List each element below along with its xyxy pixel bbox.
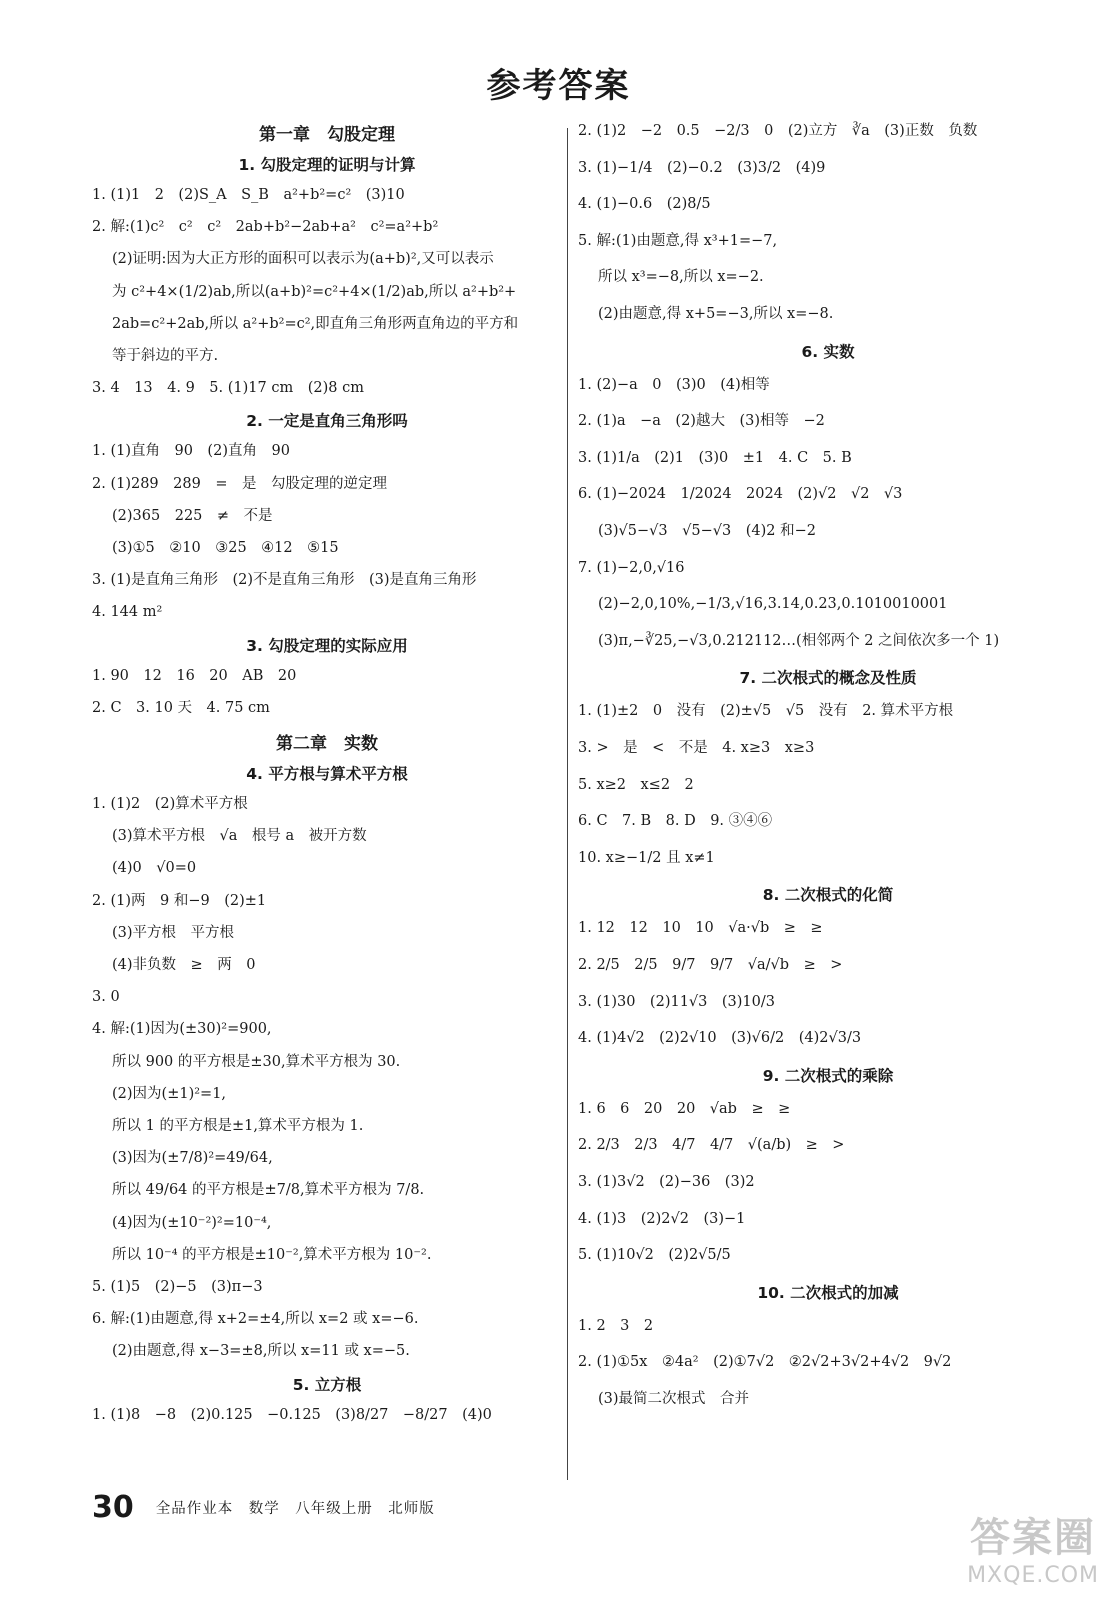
- answer-line: 5. x≥2 x≤2 2: [578, 776, 694, 793]
- answer-line: 2. 2/5 2/5 9/7 9/7 √a/√b ≥ >: [578, 957, 843, 973]
- answer-line: (3)①5 ②10 ③25 ④12 ⑤15: [112, 540, 339, 556]
- answer-line: (2)365 225 ≠ 不是: [112, 507, 273, 524]
- answer-line: 10. x≥−1/2 且 x≠1: [578, 849, 715, 866]
- answer-line: 5. (1)10√2 (2)2√5/5: [578, 1247, 731, 1264]
- answer-line: 1. 12 12 10 10 √a·√b ≥ ≥: [578, 920, 823, 937]
- answer-line: (3)最简二次根式 合并: [598, 1391, 750, 1407]
- answer-line: 1. (1)2 (2)算术平方根: [92, 796, 248, 812]
- page-footer: [92, 1490, 435, 1524]
- answer-line: 1. 2 3 2: [578, 1317, 654, 1334]
- answer-line: 1. 90 12 16 20 AB 20: [92, 667, 297, 684]
- section-heading: 3. 勾股定理的实际应用: [246, 636, 408, 655]
- section-heading: 6. 实数: [801, 342, 855, 361]
- watermark-url: MXQE.COM: [967, 1563, 1099, 1588]
- answer-line: (3)π,−∛25,−√3,0.212112…(相邻两个 2 之间依次多一个 1): [598, 632, 1000, 649]
- answer-line: (2)由题意,得 x−3=±8,所以 x=11 或 x=−5.: [112, 1343, 410, 1360]
- section-heading: 8. 二次根式的化简: [762, 886, 894, 905]
- answer-line: 1. (2)−a 0 (3)0 (4)相等: [578, 376, 770, 393]
- answer-line: 2. (1)289 289 = 是 勾股定理的逆定理: [92, 475, 387, 492]
- answer-line: 3. 0: [92, 989, 120, 1006]
- answer-line: 1. (1)8 −8 (2)0.125 −0.125 (3)8/27 −8/27 (4)0: [92, 1406, 492, 1423]
- section-heading: 2. 一定是直角三角形吗: [246, 412, 408, 431]
- answer-line: 2. (1)2 −2 0.5 −2/3 0 (2)立方 ∛a (3)正数 负数: [578, 123, 978, 139]
- answer-line: 6. 解:(1)由题意,得 x+2=±4,所以 x=2 或 x=−6.: [92, 1311, 419, 1328]
- answer-line: (3)√5−√3 √5−√3 (4)2 和−2: [598, 523, 816, 539]
- column-divider: [567, 128, 568, 1480]
- chapter-heading: 第二章 实数: [276, 734, 378, 754]
- answer-line: 2. (1)两 9 和−9 (2)±1: [92, 892, 267, 909]
- answer-line: 1. (1)±2 0 没有 (2)±√5 √5 没有 2. 算术平方根: [578, 703, 954, 720]
- page-number: 30: [92, 1489, 134, 1525]
- answer-line: 3. (1)是直角三角形 (2)不是直角三角形 (3)是直角三角形: [92, 572, 477, 589]
- answer-line: (3)平方根 平方根: [112, 924, 235, 941]
- answer-line: 3. 4 13 4. 9 5. (1)17 cm (2)8 cm: [92, 380, 364, 397]
- answer-line: 6. (1)−2024 1/2024 2024 (2)√2 √2 √3: [578, 486, 903, 503]
- answer-line: 3. (1)1/a (2)1 (3)0 ±1 4. C 5. B: [578, 449, 852, 466]
- answer-line: 4. (1)−0.6 (2)8/5: [578, 196, 711, 213]
- answer-line: 1. (1)直角 90 (2)直角 90: [92, 443, 290, 460]
- answer-line: (4)0 √0=0: [112, 860, 197, 877]
- answer-line: (2)证明:因为大正方形的面积可以表示为(a+b)²,又可以表示: [112, 251, 494, 268]
- watermark-text: 答案圈: [970, 1515, 1097, 1561]
- section-heading: 1. 勾股定理的证明与计算: [238, 156, 416, 174]
- answer-line: 4. (1)4√2 (2)2√10 (3)√6/2 (4)2√3/3: [578, 1030, 862, 1047]
- answer-line: 所以 1 的平方根是±1,算术平方根为 1.: [112, 1118, 364, 1134]
- answer-line: 2. (1)①5x ②4a² (2)①7√2 ②2√2+3√2+4√2 9√2: [578, 1354, 952, 1371]
- answer-line: 4. 解:(1)因为(±30)²=900,: [92, 1021, 272, 1038]
- answer-line: 等于斜边的平方.: [112, 348, 219, 364]
- answer-line: 1. (1)1 2 (2)S_A S_B a²+b²=c² (3)10: [92, 187, 405, 203]
- answer-line: 所以 49/64 的平方根是±7/8,算术平方根为 7/8.: [112, 1182, 425, 1199]
- section-heading: 10. 二次根式的加减: [757, 1283, 899, 1302]
- answer-line: (4)非负数 ≥ 两 0: [112, 957, 256, 973]
- section-heading: 4. 平方根与算术平方根: [246, 765, 408, 783]
- answer-line: 3. (1)30 (2)11√3 (3)10/3: [578, 993, 775, 1010]
- answer-line: (2)−2,0,10%,−1/3,√16,3.14,0.23,0.1010010001: [598, 596, 948, 613]
- answer-line: 6. C 7. B 8. D 9. ③④⑥: [578, 813, 773, 830]
- book-info: 全品作业本 数学 八年级上册 北师版: [155, 1500, 435, 1517]
- answer-line: 2. C 3. 10 天 4. 75 cm: [92, 699, 270, 716]
- answer-line: 所以 x³=−8,所以 x=−2.: [598, 269, 764, 286]
- page-title: 参考答案: [486, 66, 631, 106]
- answer-line: 5. 解:(1)由题意,得 x³+1=−7,: [578, 232, 778, 249]
- answer-line: (3)算术平方根 √a 根号 a 被开方数: [112, 828, 367, 845]
- answer-line: 为 c²+4×(1/2)ab,所以(a+b)²=c²+4×(1/2)ab,所以 a²+b²+: [112, 283, 517, 300]
- answer-line: 3. (1)−1/4 (2)−0.2 (3)3/2 (4)9: [578, 159, 826, 176]
- answer-line: 5. (1)5 (2)−5 (3)π−3: [92, 1279, 263, 1295]
- section-heading: 5. 立方根: [292, 1375, 362, 1394]
- answer-line: 1. 6 6 20 20 √ab ≥ ≥: [578, 1100, 791, 1117]
- answer-line: 4. (1)3 (2)2√2 (3)−1: [578, 1210, 746, 1227]
- answer-line: 所以 900 的平方根是±30,算术平方根为 30.: [112, 1053, 401, 1070]
- answer-line: (3)因为(±7/8)²=49/64,: [112, 1150, 273, 1167]
- answer-line: 4. 144 m²: [92, 604, 163, 621]
- answer-line: (2)由题意,得 x+5=−3,所以 x=−8.: [598, 306, 834, 322]
- answer-line: 2. 解:(1)c² c² c² 2ab+b²−2ab+a² c²=a²+b²: [92, 219, 439, 236]
- answer-line: (2)因为(±1)²=1,: [112, 1085, 227, 1102]
- answer-line: 3. > 是 < 不是 4. x≥3 x≥3: [578, 740, 815, 756]
- answer-line: 所以 10⁻⁴ 的平方根是±10⁻²,算术平方根为 10⁻².: [112, 1246, 432, 1263]
- answer-line: 2ab=c²+2ab,所以 a²+b²=c²,即直角三角形两直角边的平方和: [112, 315, 519, 332]
- watermark-logo: [967, 1506, 1099, 1588]
- answer-line: (4)因为(±10⁻²)²=10⁻⁴,: [112, 1214, 272, 1231]
- chapter-heading: 第一章 勾股定理: [259, 125, 395, 145]
- section-heading: 9. 二次根式的乘除: [762, 1066, 894, 1085]
- answer-line: 7. (1)−2,0,√16: [578, 559, 685, 576]
- section-heading: 7. 二次根式的概念及性质: [739, 669, 917, 688]
- answer-line: 2. (1)a −a (2)越大 (3)相等 −2: [578, 413, 825, 430]
- answer-line: 3. (1)3√2 (2)−36 (3)2: [578, 1174, 755, 1190]
- answer-line: 2. 2/3 2/3 4/7 4/7 √(a/b) ≥ >: [578, 1137, 845, 1154]
